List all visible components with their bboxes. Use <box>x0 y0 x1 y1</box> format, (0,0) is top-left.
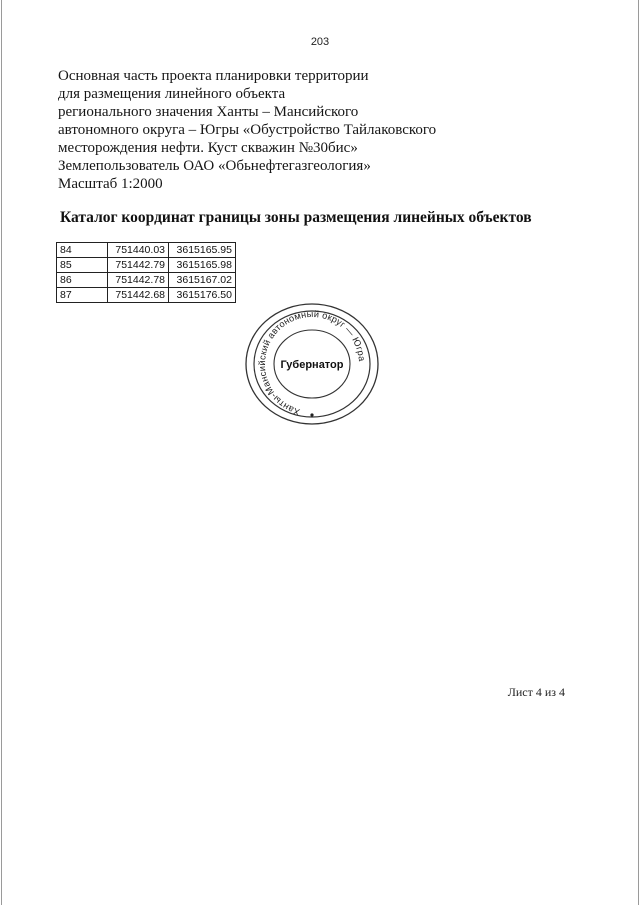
x-coordinate-cell: 751442.68 <box>108 288 169 303</box>
point-id-cell: 87 <box>57 288 108 303</box>
point-id-cell: 86 <box>57 273 108 288</box>
seal-ring-text: Ханты-Мансийский автономный округ — Югра <box>256 308 367 418</box>
page-edge-right <box>638 0 639 905</box>
table-row <box>57 243 236 258</box>
header-line: месторождения нефти. Куст скважин №30бис» <box>58 140 358 156</box>
table-row <box>57 258 236 273</box>
x-coordinate-cell: 751442.78 <box>108 273 169 288</box>
header-line: автономного округа – Югры «Обустройство Тайлаковского <box>58 122 437 138</box>
header-line: регионального значения Ханты – Мансийского <box>58 104 359 120</box>
x-coordinate-cell: 751442.79 <box>108 258 169 273</box>
project-header <box>58 67 578 193</box>
seal-center-text: Губернатор <box>280 359 344 371</box>
table-row <box>57 273 236 288</box>
x-coordinate-cell: 751440.03 <box>108 243 169 258</box>
point-id-cell: 84 <box>57 243 108 258</box>
page-number: 203 <box>310 36 330 48</box>
header-line: Основная часть проекта планировки территории <box>58 68 369 84</box>
y-coordinate-cell: 3615176.50 <box>169 288 236 303</box>
seal-dot <box>310 413 313 416</box>
catalog-title: Каталог координат границы зоны размещения линейных объектов <box>60 209 532 226</box>
header-line: Масштаб 1:2000 <box>58 176 163 192</box>
page-edge-left <box>1 0 2 905</box>
point-id-cell: 85 <box>57 258 108 273</box>
coordinate-table <box>56 242 236 303</box>
sheet-number-label: Лист 4 из 4 <box>507 685 565 699</box>
y-coordinate-cell: 3615165.95 <box>169 243 236 258</box>
header-line: Землепользователь ОАО «Обьнефтегазгеология» <box>58 158 371 174</box>
governor-seal-stamp <box>243 301 381 427</box>
table-row <box>57 288 236 303</box>
y-coordinate-cell: 3615165.98 <box>169 258 236 273</box>
y-coordinate-cell: 3615167.02 <box>169 273 236 288</box>
header-line: для размещения линейного объекта <box>58 86 286 102</box>
